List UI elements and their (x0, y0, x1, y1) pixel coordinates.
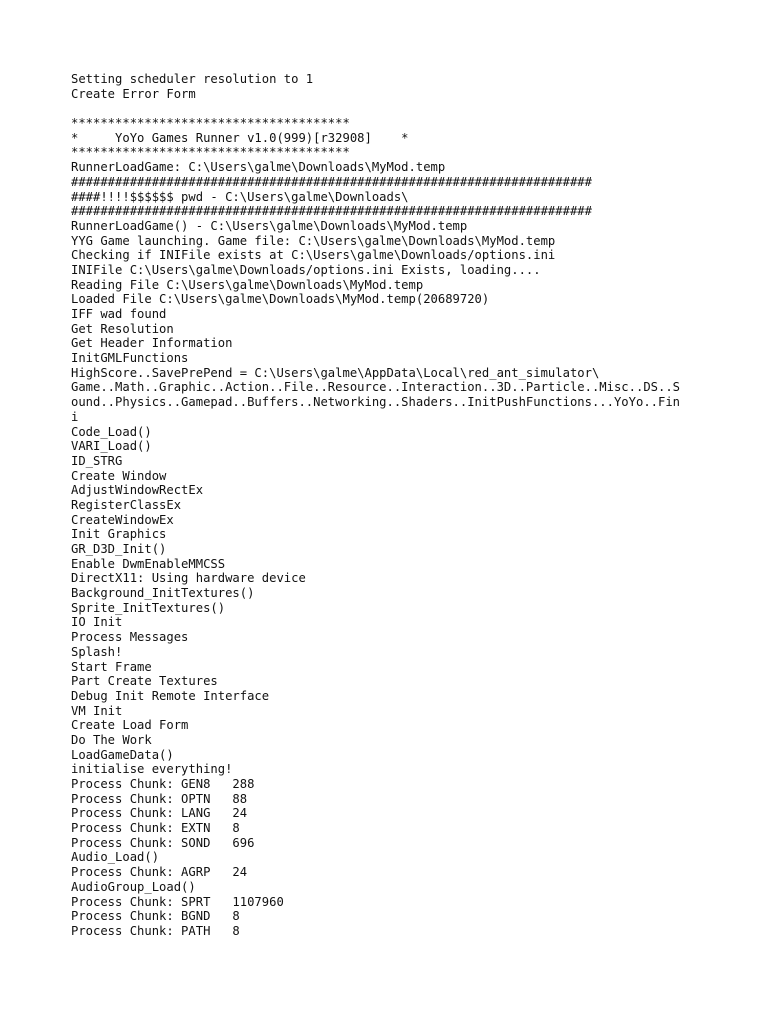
log-line: RunnerLoadGame() - C:\Users\galme\Downloads\MyMod.temp (71, 218, 468, 233)
log-line: Process Chunk: EXTN 8 (71, 821, 240, 836)
log-line: RunnerLoadGame: C:\Users\galme\Downloads\MyMod.temp (71, 160, 446, 175)
log-line: Init Graphics (71, 527, 167, 542)
log-line: Loaded File C:\Users\galme\Downloads\MyMod.temp(20689720) (71, 292, 490, 307)
log-line: LoadGameData() (71, 747, 174, 762)
log-line: Process Messages (71, 630, 189, 645)
log-line: Do The Work (71, 732, 152, 747)
log-line: Process Chunk: AGRP 24 (71, 865, 248, 880)
log-line: DirectX11: Using hardware device (71, 571, 306, 586)
log-line: CreateWindowEx (71, 512, 174, 527)
log-line: IFF wad found (71, 307, 167, 321)
log-line: ************************************** (71, 145, 350, 160)
log-line: ound..Physics..Gamepad..Buffers..Networking..Shaders..InitPushFunctions...YoYo..Fin (71, 395, 681, 410)
log-line: AudioGroup_Load() (71, 879, 196, 894)
log-line: ####################################################################### (71, 204, 592, 219)
log-line: * YoYo Games Runner v1.0(999)[r32908] * (71, 130, 409, 145)
log-line: Part Create Textures (71, 674, 218, 689)
log-line: RegisterClassEx (71, 497, 182, 512)
log-line: Splash! (71, 644, 123, 659)
log-line: ************************************** (71, 116, 350, 131)
log-line: Background_InitTextures() (71, 586, 255, 601)
log-line: Setting scheduler resolution to 1 (71, 72, 314, 86)
log-line: Process Chunk: LANG 24 (71, 806, 248, 821)
log-line: initialise everything! (71, 762, 233, 777)
log-line: Enable DwmEnableMMCSS (71, 556, 226, 571)
log-line: Get Resolution (71, 321, 174, 336)
log-line: Reading File C:\Users\galme\Downloads\MyMod.temp (71, 277, 424, 292)
log-line: IO Init (71, 615, 123, 630)
log-line: i (71, 409, 79, 424)
log-line: Game..Math..Graphic..Action..File..Resource..Interaction..3D..Particle..Misc..DS..S (71, 380, 681, 395)
log-line: Debug Init Remote Interface (71, 688, 270, 703)
log-line: VM Init (71, 703, 123, 718)
log-line: Start Frame (71, 659, 152, 674)
log-line: Create Window (71, 468, 167, 483)
log-line: AdjustWindowRectEx (71, 483, 204, 498)
log-line: Process Chunk: OPTN 88 (71, 791, 248, 806)
log-line: ####################################################################### (71, 174, 592, 189)
log-line: ID_STRG (71, 453, 123, 468)
log-line: Process Chunk: GEN8 288 (71, 777, 255, 791)
log-line: Create Error Form (71, 86, 196, 101)
log-line: HighScore..SavePrePend = C:\Users\galme\AppData\Local\red_ant_simulator\ (71, 365, 600, 380)
log-line: Process Chunk: SOND 696 (71, 835, 255, 850)
log-line: Process Chunk: SPRT 1107960 (71, 894, 284, 909)
log-line: Get Header Information (71, 336, 233, 351)
log-line: Checking if INIFile exists at C:\Users\galme\Downloads/options.ini (71, 248, 556, 263)
log-output (71, 72, 731, 939)
log-line: InitGMLFunctions (71, 351, 189, 366)
log-line (71, 101, 731, 116)
log-line: Code_Load() (71, 424, 152, 439)
log-line: Process Chunk: PATH 8 (71, 923, 240, 938)
log-line: Create Load Form (71, 718, 189, 733)
log-line: Sprite_InitTextures() (71, 600, 226, 615)
log-line: YYG Game launching. Game file: C:\Users\galme\Downloads\MyMod.temp (71, 233, 556, 248)
log-line: Process Chunk: BGND 8 (71, 909, 240, 924)
log-line: INIFile C:\Users\galme\Downloads/options.ini Exists, loading.... (71, 262, 541, 277)
log-line: GR_D3D_Init() (71, 542, 167, 556)
log-line: VARI_Load() (71, 439, 152, 454)
log-line: Audio_Load() (71, 850, 160, 865)
log-line: ####!!!!$$$$$$ pwd - C:\Users\galme\Downloads\ (71, 189, 409, 204)
